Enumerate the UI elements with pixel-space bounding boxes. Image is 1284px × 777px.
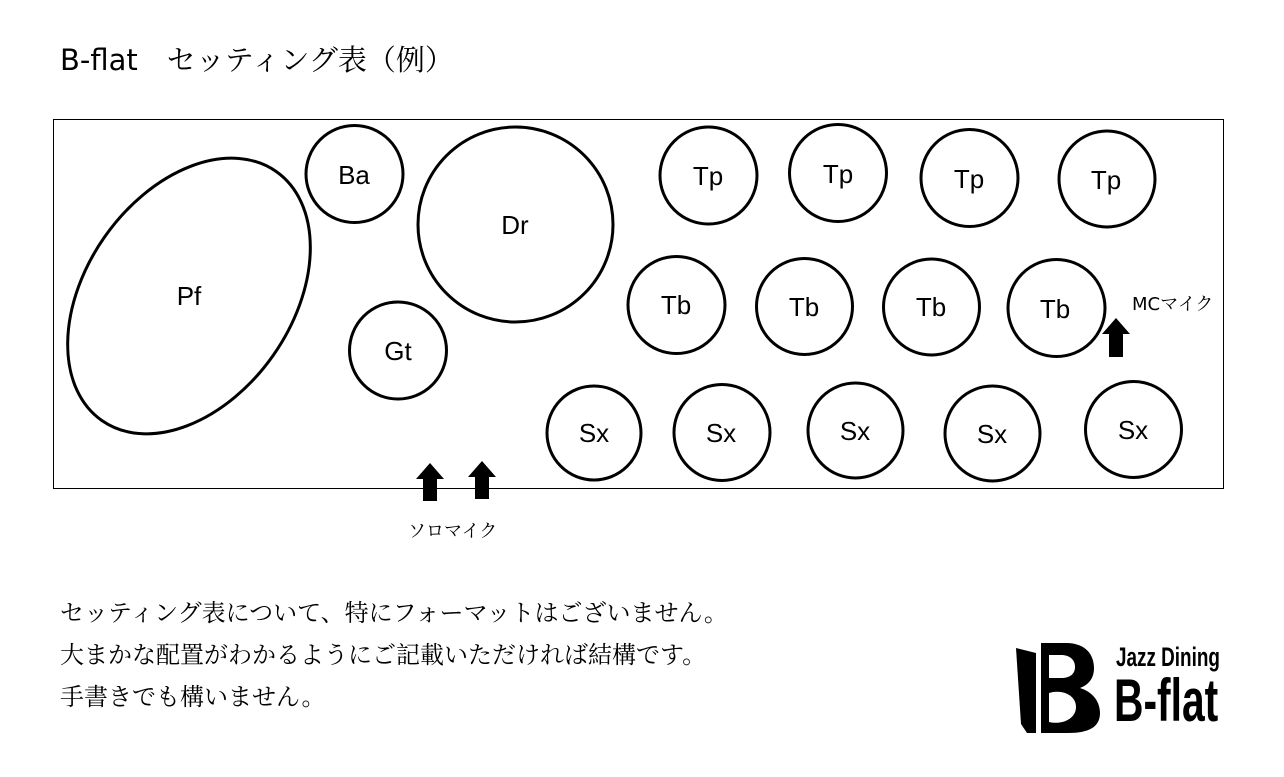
- note-line-2: 大まかな配置がわかるようにご記載いただければ結構です。: [60, 641, 707, 669]
- mc-mic-arrow-up-icon: [1102, 318, 1130, 357]
- note-line-1: セッティング表について、特にフォーマットはございません。: [60, 599, 728, 627]
- sax-label: Sx: [839, 416, 871, 446]
- bass-label: Ba: [338, 160, 370, 190]
- instrument-trumpet-1: [660, 127, 757, 224]
- trumpet-label: Tp: [692, 161, 724, 191]
- sax-label: Sx: [578, 418, 610, 448]
- instrument-trombone-2: [757, 259, 853, 355]
- instrument-sax-1: [547, 386, 641, 480]
- instrument-trumpet-3: [921, 130, 1018, 227]
- instrument-trumpet-2: [790, 125, 887, 222]
- instrument-guitar: [350, 302, 447, 399]
- solo-mic-1-arrow-up-icon: [416, 463, 444, 501]
- instrument-trombone-4: [1008, 260, 1105, 357]
- instrument-sax-4: [945, 386, 1040, 481]
- notes: [60, 592, 728, 718]
- drums-label: Dr: [501, 210, 529, 240]
- logo-stem: [1016, 648, 1036, 733]
- instrument-trumpet-4: [1059, 131, 1155, 227]
- note-line-3: 手書きでも構いません。: [60, 683, 326, 711]
- instrument-sax-5: [1086, 382, 1182, 478]
- instrument-trombone-1: [628, 257, 725, 354]
- sax-label: Sx: [976, 419, 1008, 449]
- sax-label: Sx: [1117, 415, 1149, 445]
- solo-mic-label: ソロマイク: [408, 521, 498, 542]
- piano-label: Pf: [176, 281, 202, 311]
- logo-tagline: Jazz Dining: [1116, 641, 1220, 672]
- trombone-label: Tb: [660, 290, 692, 320]
- instrument-sax-3: [808, 383, 903, 478]
- trombone-label: Tb: [788, 292, 820, 322]
- bflat-logo-mark: [1016, 643, 1100, 733]
- instrument-piano: [17, 112, 360, 479]
- trumpet-label: Tp: [953, 164, 985, 194]
- trombone-label: Tb: [1039, 294, 1071, 324]
- mc-mic-label: MCマイク: [1132, 294, 1214, 315]
- page-title: B-flat セッティング表（例）: [60, 43, 454, 77]
- instrument-bass: [306, 126, 403, 223]
- logo-counter-top: [1049, 655, 1075, 678]
- instrument-sax-2: [674, 385, 770, 481]
- solo-mic-2-arrow-up-icon: [468, 461, 496, 499]
- trumpet-label: Tp: [1090, 165, 1122, 195]
- trumpet-label: Tp: [822, 159, 854, 189]
- trombone-label: Tb: [915, 292, 947, 322]
- instrument-trombone-3: [884, 259, 980, 355]
- sax-label: Sx: [705, 418, 737, 448]
- instrument-drums: [418, 127, 613, 322]
- guitar-label: Gt: [384, 336, 412, 366]
- logo-name: B-flat: [1114, 667, 1219, 734]
